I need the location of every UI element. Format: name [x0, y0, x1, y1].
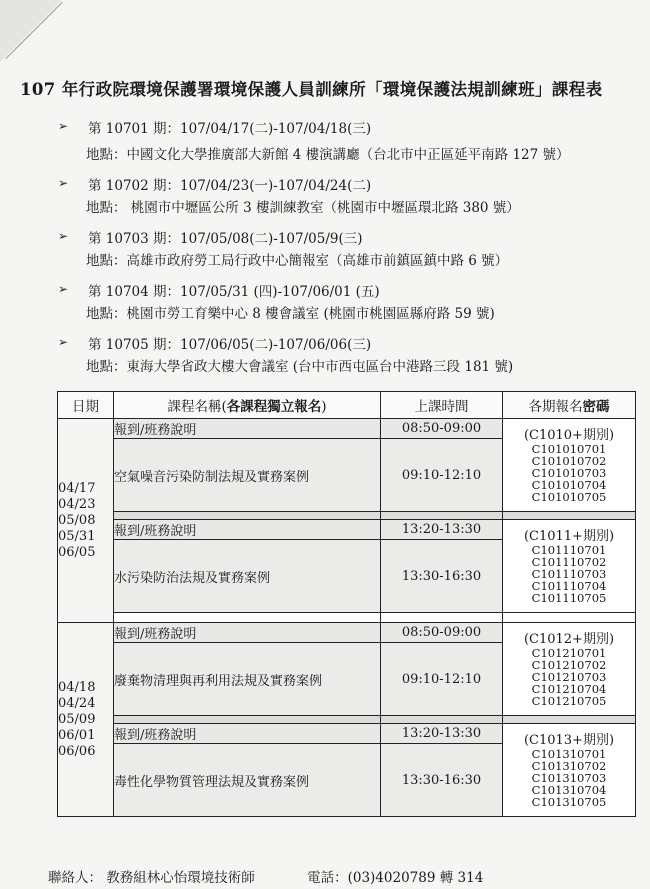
bullet-arrow-icon: ➢ — [58, 229, 69, 243]
table-row — [58, 419, 636, 439]
day1-dates: 04/17 04/23 05/08 05/31 06/05 — [58, 419, 114, 623]
header-password-prefix: 各期報名 — [528, 399, 583, 415]
session-item — [58, 118, 638, 166]
document-title: 107 年行政院環境保護署環境保護人員訓練所「環境保護法規訓練班」課程表 — [20, 80, 603, 99]
course-time: 13:30-16:30 — [381, 540, 503, 613]
header-date: 日期 — [58, 392, 114, 419]
bullet-arrow-icon: ➢ — [58, 176, 69, 190]
session-period: 第 10704 期：107/05/31 (四)-107/06/01 (五) — [88, 284, 380, 300]
bullet-arrow-icon: ➢ — [58, 335, 69, 349]
table-row — [58, 520, 636, 540]
registration-label: 報到/班務說明 — [114, 623, 381, 643]
password-codes: C101210701 C101210702 C101210703 C101210704 C101210705 — [531, 645, 607, 708]
contact-person: 聯絡人： 教務組林心怡環境技術師 — [48, 870, 255, 886]
password-head: (C1011+期別) — [523, 528, 615, 544]
course-name: 廢棄物清理與再利用法規及實務案例 — [114, 643, 381, 716]
session-period: 第 10705 期：107/06/05(二)-107/06/06(三) — [88, 337, 372, 353]
bullet-arrow-icon: ➢ — [58, 282, 69, 296]
session-item — [58, 334, 638, 378]
bullet-arrow-icon: ➢ — [58, 119, 69, 133]
registration-label: 報到/班務說明 — [114, 419, 381, 439]
password-cell — [503, 419, 636, 512]
password-codes: C101310701 C101310702 C101310703 C101310704 C101310705 — [531, 746, 607, 809]
session-period: 第 10703 期：107/05/08(二)-107/05/9(三) — [88, 231, 363, 247]
header-course-suffix: ) — [321, 399, 327, 415]
course-time: 13:30-16:30 — [381, 744, 503, 817]
password-cell — [503, 724, 636, 817]
session-venue: 地點：高雄市政府勞工局行政中心簡報室（高雄市前鎮區鎮中路 6 號） — [86, 253, 509, 269]
course-name: 水污染防治法規及實務案例 — [114, 540, 381, 613]
table-gap-row — [58, 613, 636, 623]
contact-phone: 電話：(03)4020789 轉 314 — [307, 870, 484, 886]
table-gap-row — [58, 512, 636, 520]
course-schedule-table — [57, 391, 636, 817]
registration-time: 08:50-09:00 — [381, 623, 503, 643]
header-password-bold: 密碼 — [582, 399, 610, 415]
registration-label: 報到/班務說明 — [114, 724, 381, 744]
table-row — [58, 623, 636, 643]
registration-time: 08:50-09:00 — [381, 419, 503, 439]
header-password — [503, 392, 636, 419]
contact-line — [48, 866, 483, 886]
table-gap-row — [58, 716, 636, 724]
registration-label: 報到/班務說明 — [114, 520, 381, 540]
session-venue: 地點：東海大學省政大樓大會議室 (台中市西屯區台中港路三段 181 號) — [86, 359, 514, 375]
day2-dates: 04/18 04/24 05/09 06/01 06/06 — [58, 623, 114, 817]
header-course-prefix: 課程名稱( — [167, 399, 227, 415]
password-codes: C101010701 C101010702 C101010703 C101010704 C101010705 — [531, 441, 607, 504]
session-venue: 地點： 桃園市中壢區公所 3 樓訓練教室（桃園市中壢區環北路 380 號） — [86, 200, 520, 216]
password-codes: C101110701 C101110702 C101110703 C101110704 C101110705 — [531, 542, 607, 605]
session-venue: 地點：中國文化大學推廣部大新館 4 樓演講廳（台北市中正區延平南路 127 號） — [86, 147, 570, 163]
header-time: 上課時間 — [381, 392, 503, 419]
header-course-note: 各課程獨立報名 — [226, 399, 322, 415]
session-item — [58, 281, 638, 325]
password-cell — [503, 520, 636, 613]
session-period: 第 10701 期：107/04/17(二)-107/04/18(三) — [88, 121, 372, 137]
password-head: (C1013+期別) — [523, 732, 615, 748]
registration-time: 13:20-13:30 — [381, 520, 503, 540]
course-time: 09:10-12:10 — [381, 643, 503, 716]
session-item — [58, 175, 638, 219]
session-period: 第 10702 期：107/04/23(一)-107/04/24(二) — [88, 178, 372, 194]
password-head: (C1012+期別) — [523, 631, 615, 647]
table-header-row — [58, 392, 636, 419]
course-name: 毒性化學物質管理法規及實務案例 — [114, 744, 381, 817]
table-row — [58, 724, 636, 744]
session-item — [58, 228, 638, 272]
session-list — [58, 118, 638, 387]
password-cell — [503, 623, 636, 716]
header-course — [114, 392, 381, 419]
course-name: 空氣噪音污染防制法規及實務案例 — [114, 439, 381, 512]
course-time: 09:10-12:10 — [381, 439, 503, 512]
registration-time: 13:20-13:30 — [381, 724, 503, 744]
session-venue: 地點：桃園市勞工育樂中心 8 樓會議室 (桃園市桃園區縣府路 59 號) — [86, 306, 495, 322]
password-head: (C1010+期別) — [523, 427, 615, 443]
